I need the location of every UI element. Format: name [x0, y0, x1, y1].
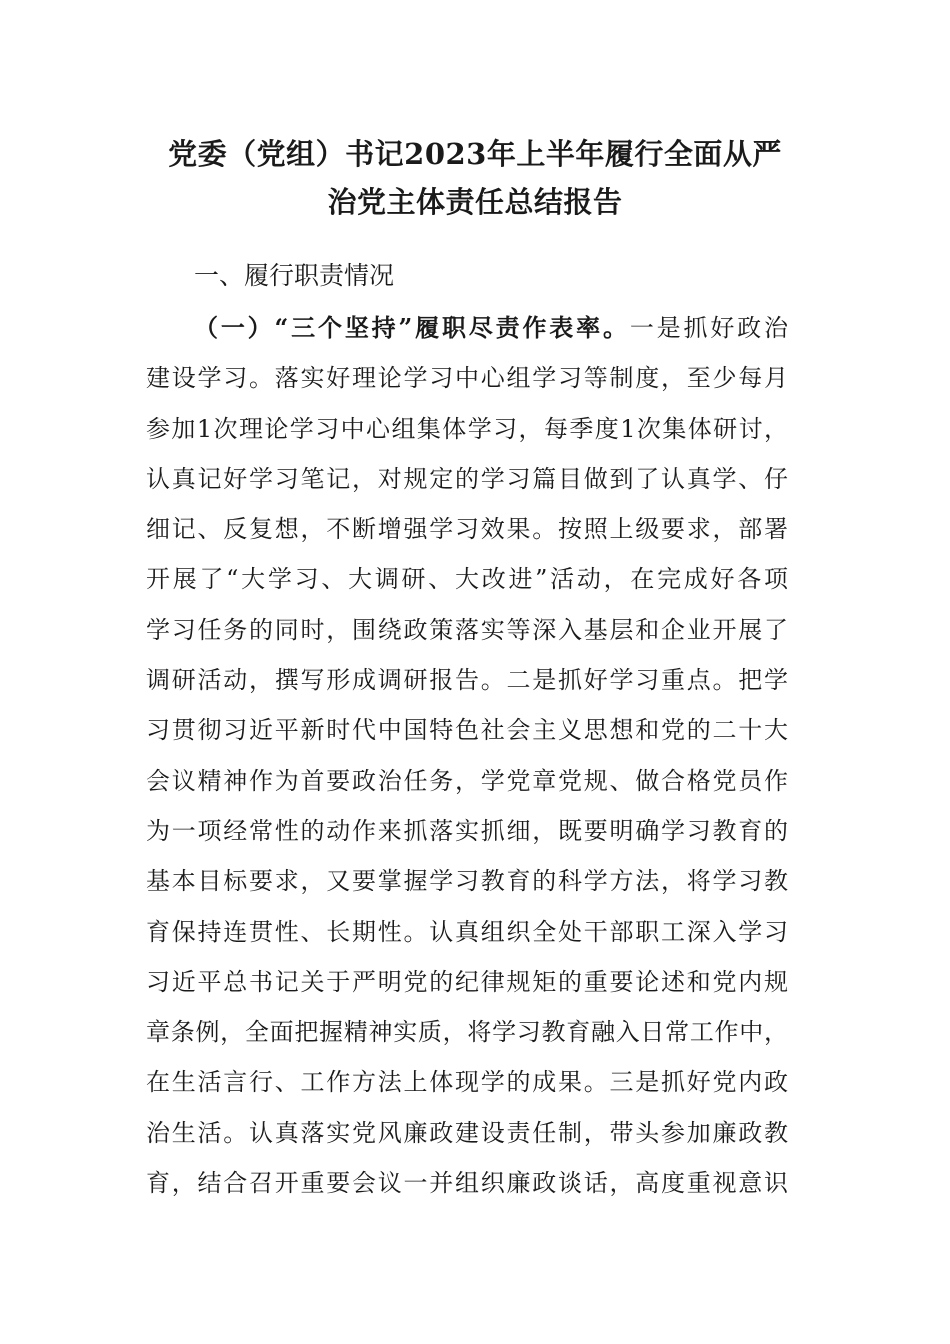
paragraph-line: 会议精神作为首要政治任务，学党章党规、做合格党员作 [146, 766, 788, 795]
paragraph-lead-rest: 一是抓好政治 [629, 314, 788, 342]
paragraph-line: 建设学习。落实好理论学习中心组学习等制度，至少每月 [146, 364, 788, 393]
section-heading: 一、履行职责情况 [194, 261, 395, 290]
paragraph-line: 章条例，全面把握精神实质，将学习教育融入日常工作中， [146, 1018, 788, 1047]
paragraph-lead-bold: （一）“三个坚持”履职尽责作表率。 [194, 313, 630, 342]
paragraph-line: 育保持连贯性、长期性。认真组织全处干部职工深入学习 [146, 917, 788, 946]
paragraph-body [146, 303, 788, 1208]
paragraph-line: 习近平总书记关于严明党的纪律规矩的重要论述和党内规 [146, 967, 788, 996]
paragraph-first-line [146, 303, 788, 353]
document-title-line-2: 治党主体责任总结报告 [327, 185, 623, 219]
paragraph-line: 习贯彻习近平新时代中国特色社会主义思想和党的二十大 [146, 716, 788, 745]
paragraph-line: 细记、反复想，不断增强学习效果。按照上级要求，部署 [146, 515, 788, 544]
paragraph-line: 治生活。认真落实党风廉政建设责任制，带头参加廉政教 [146, 1118, 788, 1147]
paragraph-line: 基本目标要求，又要掌握学习教育的科学方法，将学习教 [146, 867, 788, 896]
paragraph-line: 学习任务的同时，围绕政策落实等深入基层和企业开展了 [146, 615, 788, 644]
paragraph-line: 在生活言行、工作方法上体现学的成果。三是抓好党内政 [146, 1068, 788, 1097]
paragraph-line: 育，结合召开重要会议一并组织廉政谈话，高度重视意识 [146, 1169, 788, 1198]
paragraph-line: 调研活动，撰写形成调研报告。二是抓好学习重点。把学 [146, 666, 788, 695]
paragraph-line: 参加1次理论学习中心组集体学习，每季度1次集体研讨， [146, 414, 788, 443]
paragraph-line: 为一项经常性的动作来抓落实抓细，既要明确学习教育的 [146, 816, 788, 845]
document-title-line-1: 党委（党组）书记2023年上半年履行全面从严 [168, 137, 782, 171]
paragraph-line: 开展了“大学习、大调研、大改进”活动，在完成好各项 [146, 565, 788, 594]
paragraph-line: 认真记好学习笔记，对规定的学习篇目做到了认真学、仔 [146, 464, 788, 493]
